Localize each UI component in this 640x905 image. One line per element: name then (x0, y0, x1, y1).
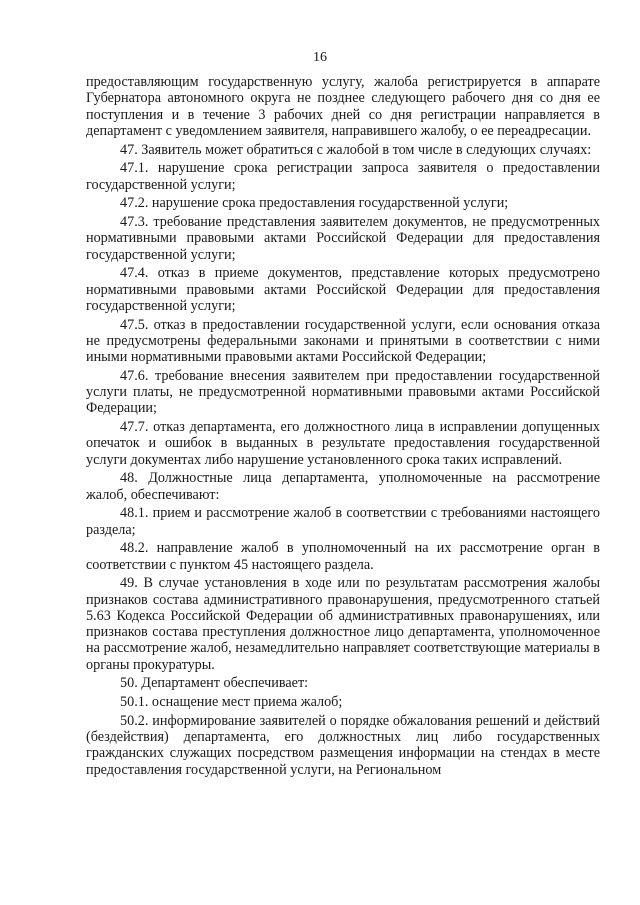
paragraph: 47.2. нарушение срока предоставления государственной услуги; (120, 195, 509, 212)
paragraph: 47.3. требование представления заявителем документов, не предусмотренных нормативными правовыми актами Российской Федерации для предоставления государственной услуги; (86, 213, 600, 263)
paragraph: 47.1. нарушение срока регистрации запроса заявителя о предоставлении государственной услуги; (86, 160, 600, 193)
paragraph: предоставляющим государственную услугу, жалоба регистрируется в аппарате Губернатора автономного округа не позднее следующего рабочего дня со дня ее поступления и в течение 3 рабочих дней со дня регистрации направляется в департамент с уведомлением заявителя, направившего жалобу, о ее переадресации. (86, 74, 600, 139)
body-text (86, 74, 600, 780)
paragraph: 47.6. требование внесения заявителем при предоставлении государственной услуги платы, не предусмотренной нормативными правовыми актами Российской Федерации; (86, 367, 600, 417)
paragraph: 47.7. отказ департамента, его должностного лица в исправлении допущенных опечаток и ошибок в выданных в результате предоставления государственной услуги документах либо нарушение установленного срока таких исправлений. (86, 419, 600, 468)
paragraph: 50.1. оснащение мест приема жалоб; (120, 694, 343, 711)
paragraph: 49. В случае установления в ходе или по результатам рассмотрения жалобы признаков состава административного правонарушения, предусмотренного статьей 5.63 Кодекса Российской Федерации об административных правонарушениях, или признаков состава преступления должностное лицо департамента, уполномоченное на рассмотрение жалоб, незамедлительно направляет соответствующие материалы в органы прокуратуры. (86, 575, 600, 673)
paragraph: 48. Должностные лица департамента, уполномоченные на рассмотрение жалоб, обеспечивают: (86, 470, 600, 503)
paragraph: 47.4. отказ в приеме документов, представление которых предусмотрено нормативными правовыми актами Российской Федерации для предоставления государственной услуги; (86, 265, 600, 314)
paragraph: 48.1. прием и рассмотрение жалоб в соответствии с требованиями настоящего раздела; (86, 505, 600, 538)
paragraph: 50. Департамент обеспечивает: (120, 675, 309, 692)
paragraph: 47. Заявитель может обратиться с жалобой в том числе в следующих случаях: (120, 141, 592, 158)
paragraph: 50.2. информирование заявителей о порядке обжалования решений и действий (бездействия) департамента, его должностных лиц либо государственных гражданских служащих посредством размещения информации на стендах в месте предоставления государственной услуги, на Региональном (86, 712, 600, 778)
page-number: 16 (313, 50, 327, 65)
paragraph: 47.5. отказ в предоставлении государственной услуги, если основания отказа не предусмотрены федеральными законами и принятыми в соответствии с ними иными нормативными правовыми актами Российской Федерации; (86, 316, 600, 366)
paragraph: 48.2. направление жалоб в уполномоченный на их рассмотрение орган в соответствии с пунктом 45 настоящего раздела. (86, 540, 600, 573)
